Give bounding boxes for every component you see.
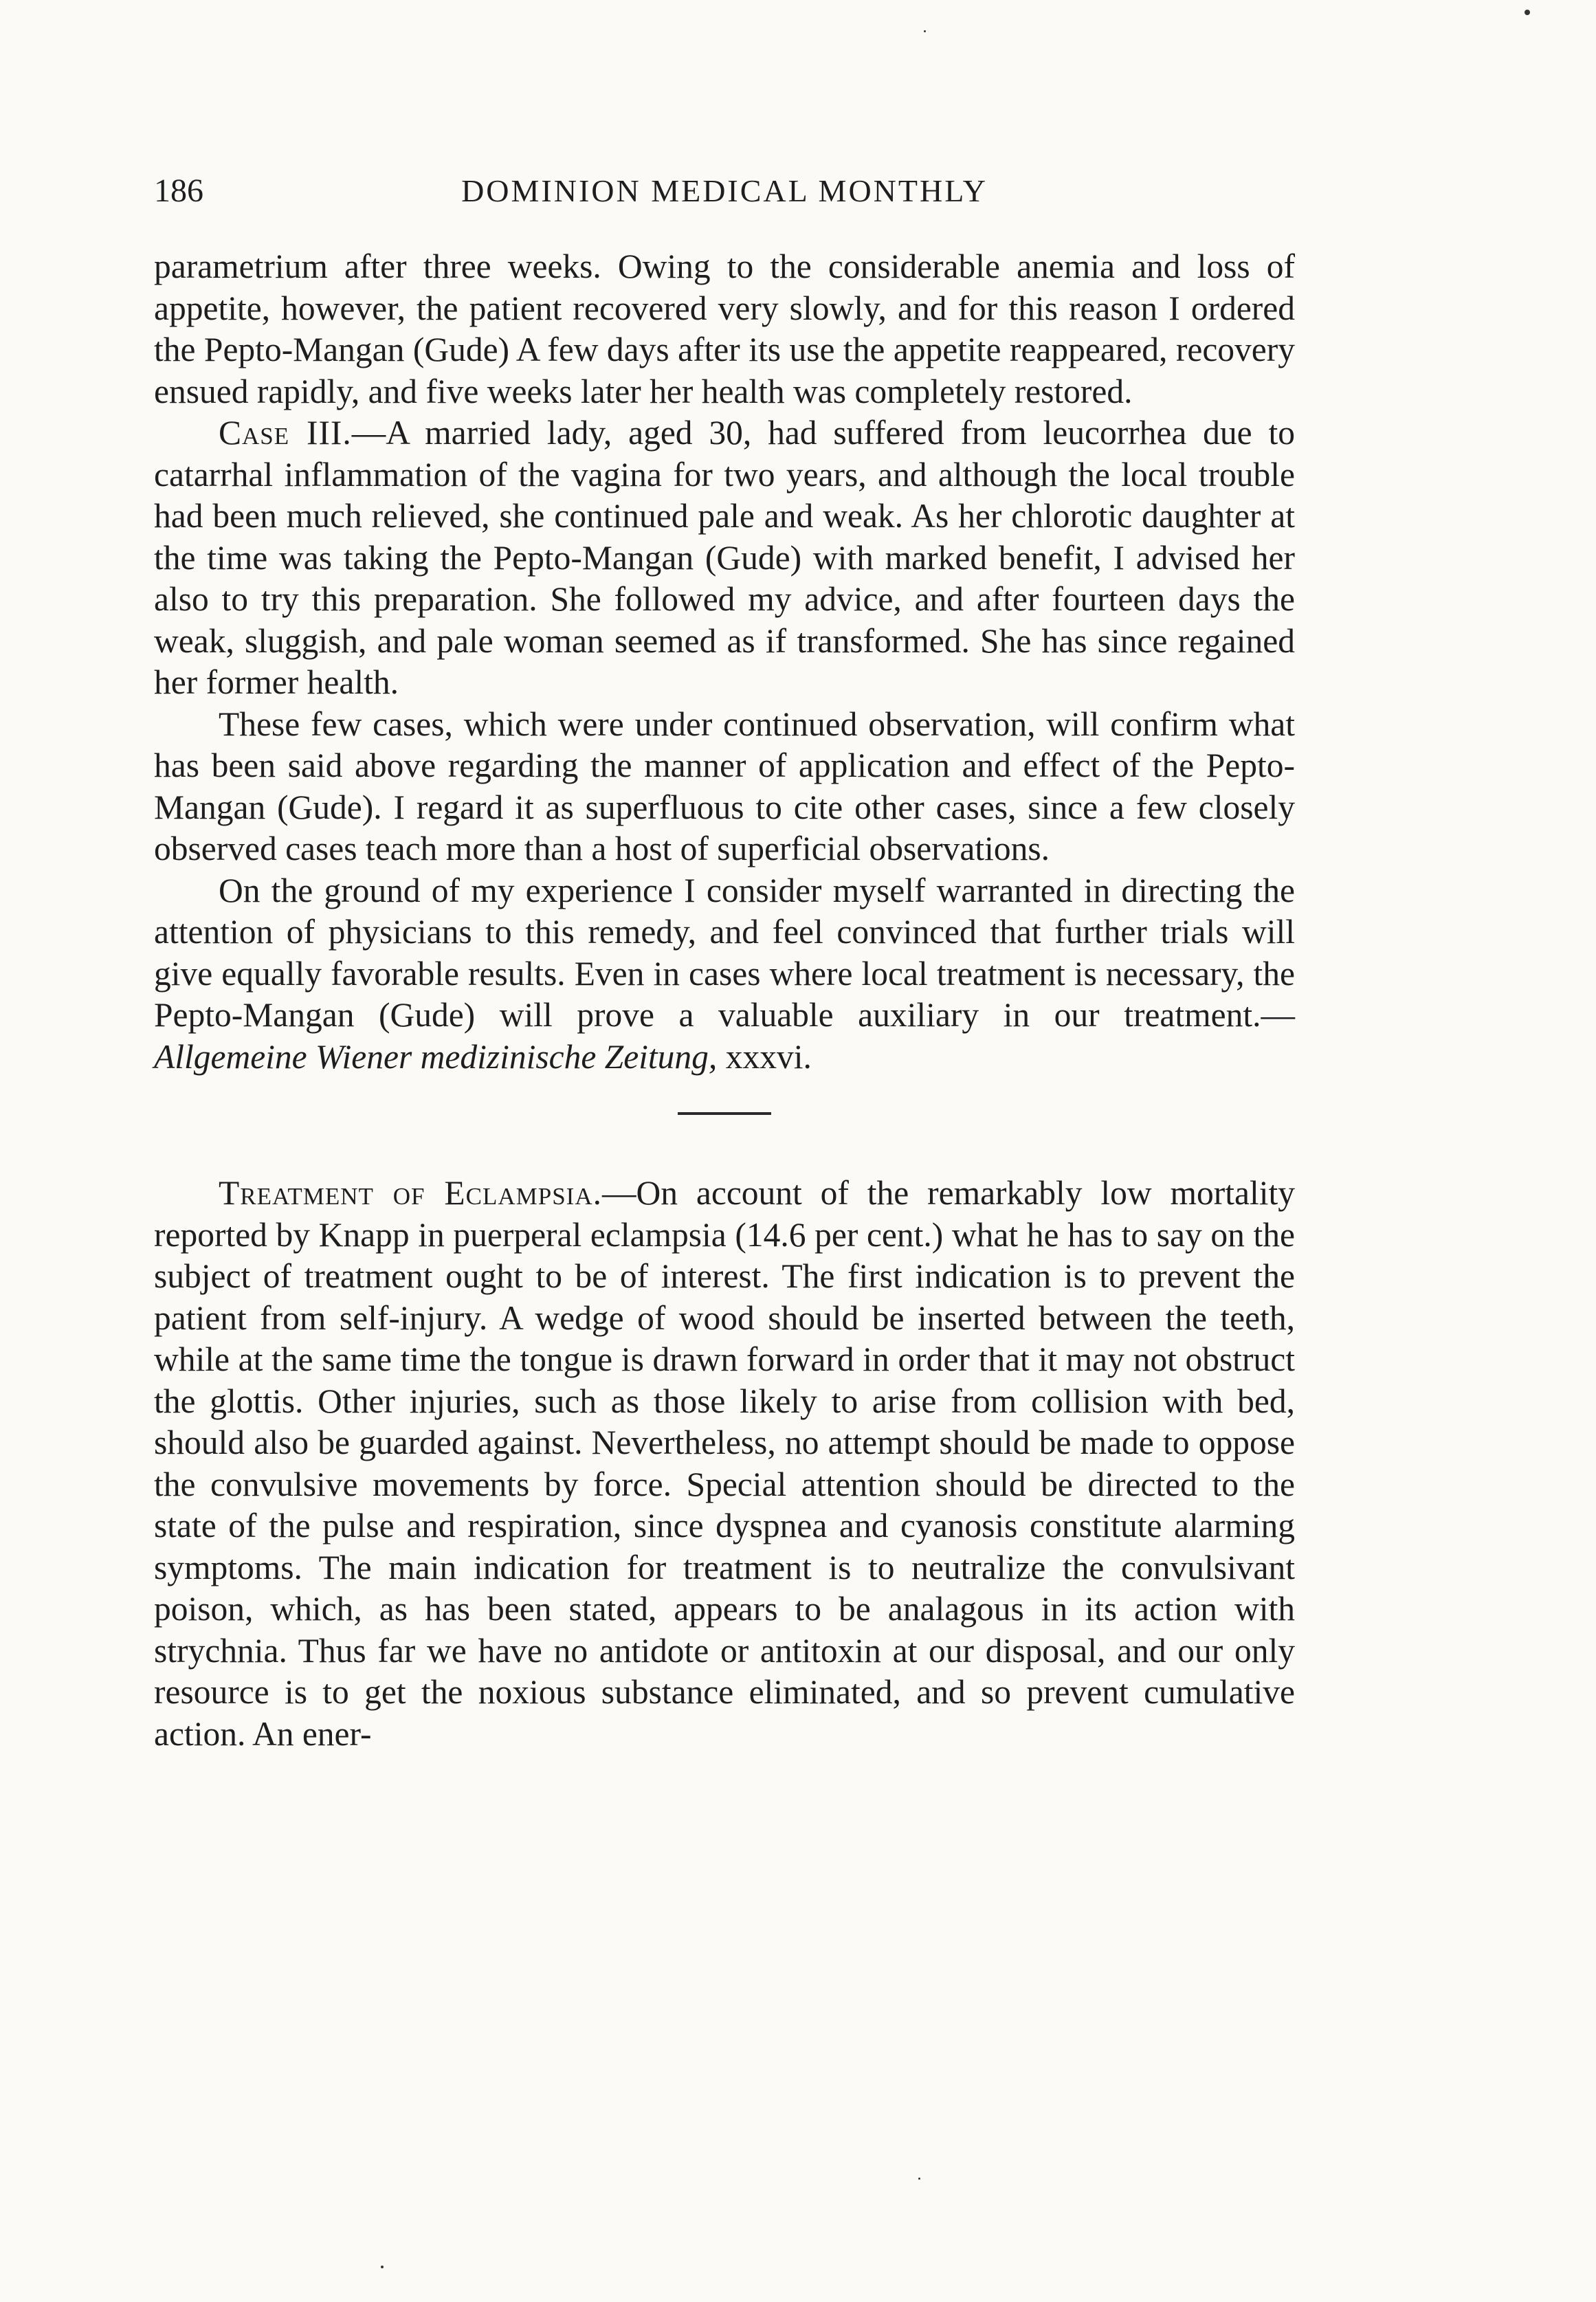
page-header (154, 170, 1295, 219)
paragraph-text: On the ground of my experience I consider myself warranted in directing the attention of physicians to this remedy, and feel convinced that further trials will give equally favorable results. Even in cases where local treatment is necessary, the Pepto-Mangan (Gude) will prove a valuable auxiliary in our treatment.— (154, 871, 1295, 1034)
body-text (154, 246, 1295, 1755)
citation-volume: xxxvi. (717, 1037, 812, 1076)
case-heading: Case III. (219, 414, 352, 452)
paragraph-case-iii (154, 412, 1295, 704)
paragraph-text: parametrium after three weeks. Owing to the considerable anemia and loss of appetite, however, the patient recovered very slowly, and for this reason I ordered the Pepto-Mangan (Gude) A few days after its use the appetite reappeared, recovery ensued rapidly, and five weeks later her health was completely restored. (154, 247, 1295, 410)
print-speck (918, 2178, 920, 2180)
print-speck (1525, 10, 1530, 15)
page-number: 186 (154, 173, 203, 209)
section-heading: Treatment of Eclampsia. (219, 1174, 602, 1212)
paragraph-conclusion (154, 870, 1295, 1078)
paragraph-continuation (154, 246, 1295, 412)
paragraph-summary (154, 704, 1295, 870)
paragraph-text: —On account of the remarkably low mortality reported by Knapp in puerperal eclampsia (14.6 per cent.) what he has to say on the subject of treatment ought to be of interest. The first indication is to prevent the patient from self-injury. A wedge of wood should be inserted between the teeth, while at the same time the tongue is drawn forward in order that it may not obstruct the glottis. Other injuries, such as those likely to arise from collision with bed, should also be guarded against. Nevertheless, no attempt should be made to oppose the convulsive movements by force. Special attention should be directed to the state of the pulse and respiration, since dyspnea and cyanosis constitute alarming symptoms. The main indication for treatment is to neutralize the convulsivant poison, which, as has been stated, appears to be analagous in its action with strychnia. Thus far we have no antidote or antitoxin at our disposal, and our only resource is to get the noxious substance eliminated, and so prevent cumulative action. An ener- (154, 1174, 1295, 1753)
print-speck (381, 2266, 384, 2268)
print-speck (924, 30, 926, 32)
paragraph-text: —A married lady, aged 30, had suffered from leucorrhea due to catarrhal inflammation of the vagina for two years, and although the local trouble had been much relieved, she continued pale and weak. As her chlorotic daughter at the time was taking the Pepto-Mangan (Gude) with marked benefit, I advised her also to try this preparation. She followed my advice, and after fourteen days the weak, sluggish, and pale woman seemed as if transformed. She has since regained her former health. (154, 414, 1295, 701)
paragraph-eclampsia (154, 1173, 1295, 1755)
paragraph-text: These few cases, which were under continued observation, will confirm what has been said above regarding the manner of application and effect of the Pepto-Mangan (Gude). I regard it as superfluous to cite other cases, since a few closely observed cases teach more than a host of superficial observations. (154, 705, 1295, 867)
section-divider (678, 1112, 771, 1115)
citation-source: Allgemeine Wiener medizinische Zeitung, (154, 1037, 718, 1076)
running-head: DOMINION MEDICAL MONTHLY (461, 173, 988, 208)
